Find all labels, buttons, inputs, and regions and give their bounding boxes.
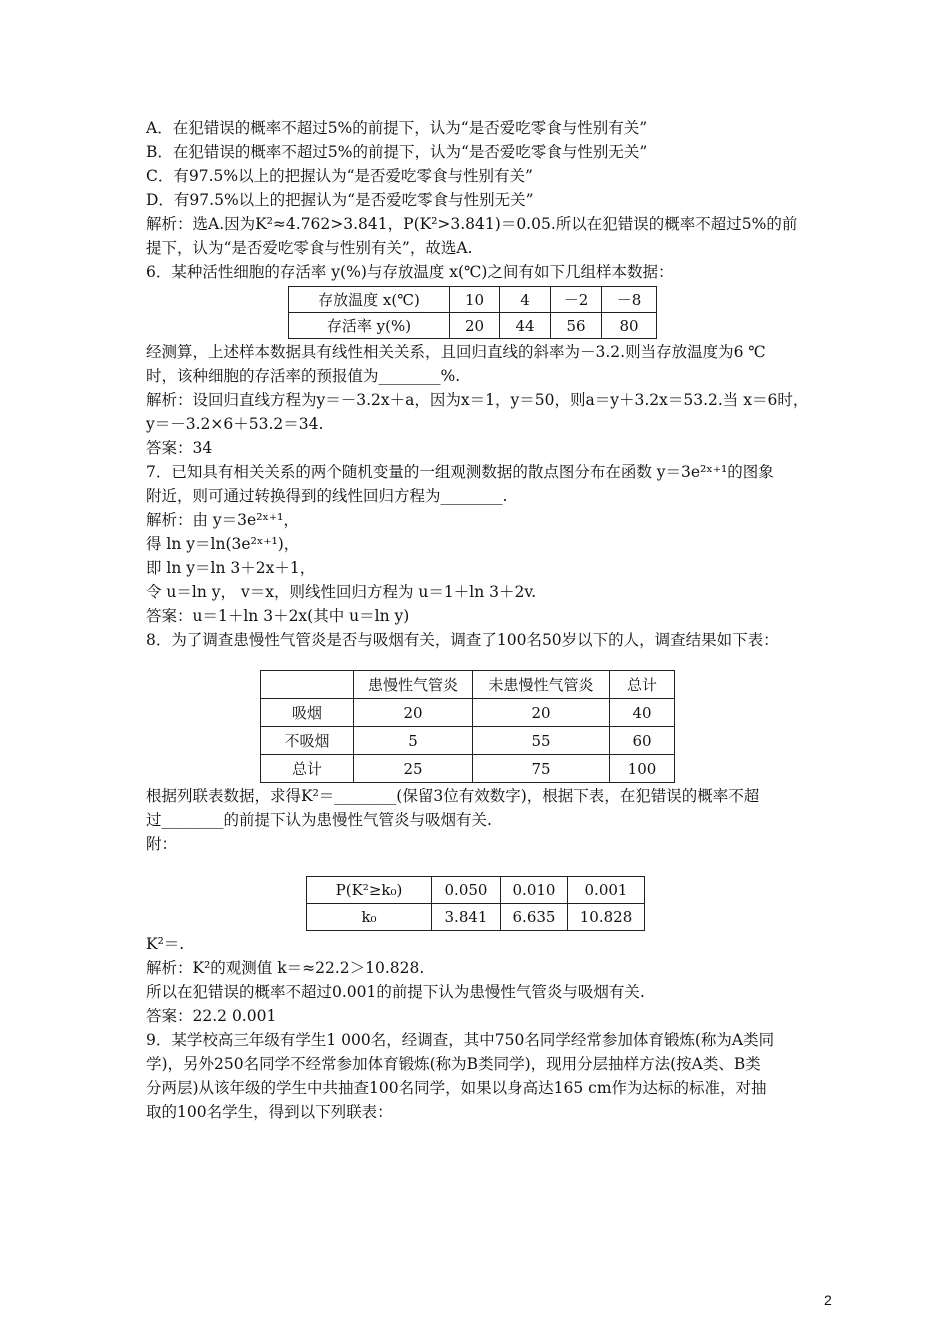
q5-analysis-line: 解析：选A.因为K²≈4.762>3.841，P(K²>3.841)＝0.05.所以在犯错误的概率不超过5%的前: [146, 215, 798, 233]
q7-line: 答案：u＝1＋ln 3＋2x(其中 u＝ln y): [146, 607, 410, 625]
table-row: [307, 904, 645, 931]
table-row: [289, 313, 657, 339]
table-cell: 0.001: [568, 877, 645, 904]
table-cell: 10: [450, 287, 500, 313]
table-cell: P(K²≥k₀): [307, 877, 432, 904]
table-cell: 75: [473, 755, 610, 783]
table-cell: 20: [354, 699, 473, 727]
table-cell: 总计: [610, 671, 675, 699]
q8-after-line: K²＝.: [146, 935, 185, 953]
table-cell: 100: [610, 755, 675, 783]
q8-reference-table: [306, 876, 645, 931]
q7-line: 得 ln y＝ln(3e²ˣ⁺¹)，: [146, 535, 300, 553]
table-cell: 5: [354, 727, 473, 755]
table-cell: 56: [551, 313, 602, 339]
q8-text-line: 根据列联表数据，求得K²＝________(保留3位有效数字)，根据下表，在犯错误的概率不超: [146, 787, 760, 805]
q8-answer: 答案：22.2 0.001: [146, 1007, 277, 1025]
table-row: [261, 755, 675, 783]
q7-line: 附近，则可通过转换得到的线性回归方程为________.: [146, 487, 508, 505]
option-c: C．有97.5%以上的把握认为“是否爱吃零食与性别有关”: [146, 167, 533, 185]
page-number: 2: [824, 1292, 832, 1308]
q7-line: 令 u＝ln y， v＝x，则线性回归方程为 u＝1＋ln 3＋2v.: [146, 583, 537, 601]
table-row: [261, 699, 675, 727]
table-cell: 10.828: [568, 904, 645, 931]
table-cell: 3.841: [432, 904, 501, 931]
table-cell: 25: [354, 755, 473, 783]
table-cell: 6.635: [501, 904, 568, 931]
table-cell: 80: [602, 313, 657, 339]
q6-stem: 6．某种活性细胞的存活率 y(%)与存放温度 x(℃)之间有如下几组样本数据：: [146, 263, 674, 281]
q9-line: 学)，另外250名同学不经常参加体育锻炼(称为B类同学)，现用分层抽样方法(按A类、B类: [146, 1055, 761, 1073]
q6-analysis-line: y＝－3.2×6＋53.2＝34.: [146, 415, 324, 433]
q7-line: 即 ln y＝ln 3＋2x＋1，: [146, 559, 316, 577]
q8-after-line: 所以在犯错误的概率不超过0.001的前提下认为患慢性气管炎与吸烟有关.: [146, 983, 645, 1001]
q9-line: 分两层)从该年级的学生中共抽查100名同学，如果以身高达165 cm作为达标的标准，对抽: [146, 1079, 767, 1097]
table-cell: 60: [610, 727, 675, 755]
table-cell: －8: [602, 287, 657, 313]
option-d: D．有97.5%以上的把握认为“是否爱吃零食与性别无关”: [146, 191, 534, 209]
table-row: [261, 671, 675, 699]
q9-line: 9．某学校高三年级有学生1 000名，经调查，其中750名同学经常参加体育锻炼(称为A类同: [146, 1031, 775, 1049]
table-cell: k₀: [307, 904, 432, 931]
q6-answer: 答案：34: [146, 439, 213, 457]
option-b: B．在犯错误的概率不超过5%的前提下，认为“是否爱吃零食与性别无关”: [146, 143, 648, 161]
q8-stem: 8．为了调查患慢性气管炎是否与吸烟有关，调查了100名50岁以下的人，调查结果如下表：: [146, 631, 779, 649]
table-row: [289, 287, 657, 313]
q6-analysis-line: 解析：设回归直线方程为y＝－3.2x＋a，因为x＝1，y＝50，则a＝y＋3.2x＝53.2.当 x＝6时，: [146, 391, 809, 409]
q8-text-line: 附：: [146, 835, 178, 853]
q8-text-line: 过________的前提下认为患慢性气管炎与吸烟有关.: [146, 811, 492, 829]
q8-contingency-table: [260, 670, 675, 783]
table-cell: 4: [500, 287, 551, 313]
table-cell: 0.010: [501, 877, 568, 904]
q5-analysis-line: 提下，认为“是否爱吃零食与性别有关”，故选A.: [146, 239, 473, 257]
table-row: [307, 877, 645, 904]
table-cell: 20: [473, 699, 610, 727]
table-cell: 0.050: [432, 877, 501, 904]
q7-line: 解析：由 y＝3e²ˣ⁺¹，: [146, 511, 299, 529]
option-a: A．在犯错误的概率不超过5%的前提下，认为“是否爱吃零食与性别有关”: [146, 119, 648, 137]
table-cell: 20: [450, 313, 500, 339]
table-cell: 存放温度 x(℃): [289, 287, 450, 313]
table-cell: 总计: [261, 755, 354, 783]
q7-line: 7．已知具有相关关系的两个随机变量的一组观测数据的散点图分布在函数 y＝3e²ˣ⁺¹的图象: [146, 463, 774, 481]
table-cell: 吸烟: [261, 699, 354, 727]
q9-line: 取的100名学生，得到以下列联表：: [146, 1103, 393, 1121]
table-cell: －2: [551, 287, 602, 313]
q8-after-line: 解析：K²的观测值 k＝≈22.2＞10.828.: [146, 959, 425, 977]
table-cell: [261, 671, 354, 699]
q6-text-line: 时，该种细胞的存活率的预报值为________%.: [146, 367, 461, 385]
table-cell: 未患慢性气管炎: [473, 671, 610, 699]
q6-data-table: [288, 286, 657, 339]
table-cell: 55: [473, 727, 610, 755]
table-cell: 存活率 y(%): [289, 313, 450, 339]
table-cell: 40: [610, 699, 675, 727]
table-row: [261, 727, 675, 755]
table-cell: 不吸烟: [261, 727, 354, 755]
table-cell: 44: [500, 313, 551, 339]
q6-text-line: 经测算，上述样本数据具有线性相关关系，且回归直线的斜率为－3.2.则当存放温度为6 ℃: [146, 343, 766, 361]
document-page: [146, 116, 826, 1124]
table-cell: 患慢性气管炎: [354, 671, 473, 699]
